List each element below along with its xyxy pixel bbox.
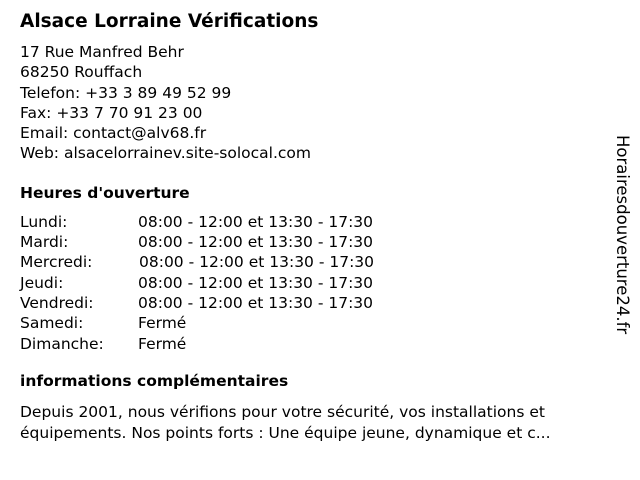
website: Web: alsacelorrainev.site-solocal.com: [20, 144, 311, 163]
hours-row-mercredi: [20, 252, 620, 272]
day-hours: 08:00 - 12:00 et 13:30 - 17:30: [138, 212, 374, 231]
description-line: Depuis 2001, nous vérifions pour votre sécurité, vos installations et: [20, 402, 545, 421]
day-hours: Fermé: [138, 334, 187, 353]
hours-row-lundi: [20, 212, 620, 232]
day-label: Mardi:: [20, 233, 69, 252]
hours-list: [20, 212, 620, 354]
hours-row-samedi: [20, 313, 620, 333]
day-label: Vendredi:: [20, 293, 94, 312]
day-hours: 08:00 - 12:00 et 13:30 - 17:30: [138, 293, 374, 312]
day-label: Lundi:: [20, 212, 68, 231]
day-label: Dimanche:: [20, 334, 104, 353]
day-hours: 08:00 - 12:00 et 13:30 - 17:30: [138, 233, 374, 252]
day-hours: 08:00 - 12:00 et 13:30 - 17:30: [139, 253, 375, 272]
business-name: Alsace Lorraine Vérifications: [20, 11, 319, 32]
hours-row-mardi: [20, 232, 620, 252]
hours-row-dimanche: [20, 334, 620, 354]
day-label: Jeudi:: [20, 273, 64, 292]
business-description: [20, 402, 620, 444]
site-watermark: Horairesdouverture24.fr: [613, 135, 632, 335]
email-address: Email: contact@alv68.fr: [20, 124, 207, 143]
hours-row-jeudi: [20, 273, 620, 293]
day-label: Mercredi:: [20, 253, 93, 272]
business-card: [20, 8, 620, 444]
day-hours: 08:00 - 12:00 et 13:30 - 17:30: [138, 273, 374, 292]
description-line: équipements. Nos points forts : Une équipe jeune, dynamique et c...: [20, 423, 551, 442]
day-hours: Fermé: [138, 314, 187, 333]
address-city: 68250 Rouffach: [20, 63, 143, 82]
info-heading: informations complémentaires: [20, 371, 289, 390]
phone-number: Telefon: +33 3 89 49 52 99: [20, 83, 232, 102]
address-street: 17 Rue Manfred Behr: [20, 43, 184, 61]
hours-row-vendredi: [20, 293, 620, 313]
day-label: Samedi:: [20, 314, 84, 333]
hours-heading: Heures d'ouverture: [20, 183, 190, 202]
fax-number: Fax: +33 7 70 91 23 00: [20, 103, 203, 122]
